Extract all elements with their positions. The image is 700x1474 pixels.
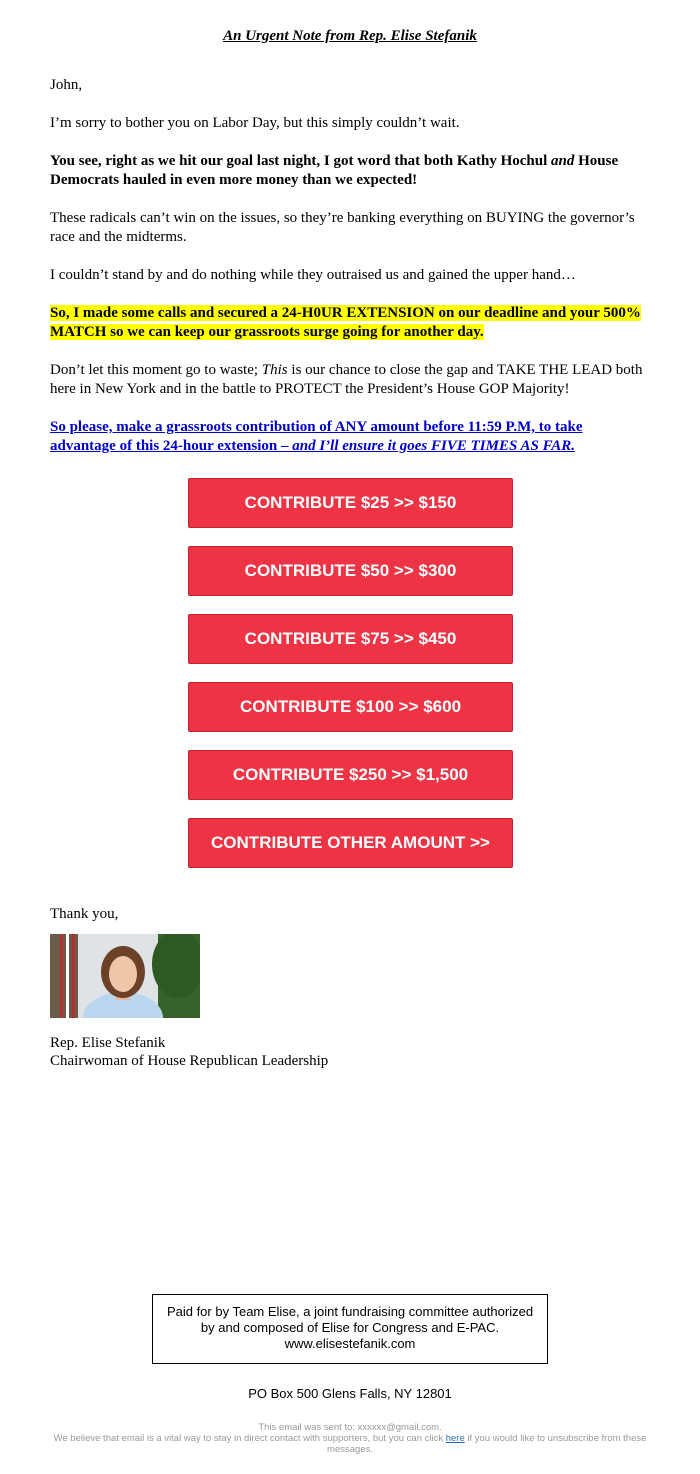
contribute-buttons (188, 478, 513, 886)
contribute-100-button[interactable]: CONTRIBUTE $100 >> $600 (188, 682, 513, 732)
unsubscribe-text-b: if you would like to unsubscribe from these messages. (327, 1433, 647, 1455)
paragraph-goal (50, 152, 650, 190)
unsubscribe-link[interactable]: here (445, 1433, 465, 1444)
paragraph-take-lead-emphasis: This (261, 362, 288, 378)
paid-for-disclaimer: Paid for by Team Elise, a joint fundraising committee authorized by and composed of Elise for Congress and E-PAC. www.elisestefanik.com (152, 1294, 548, 1364)
paragraph-take-lead-c: is our chance to close the gap and TAKE THE LEAD both here in New York and in the battle to PROTECT the President’s House GOP Majority! (50, 362, 643, 397)
paragraph-extension (50, 304, 650, 342)
contribute-250-button[interactable]: CONTRIBUTE $250 >> $1,500 (188, 750, 513, 800)
paragraph-goal-emphasis: and (551, 153, 575, 169)
contribution-link-text: So please, make a grassroots contribution of ANY amount before 11:59 P.M, to take advantage of this 24-hour extension – (50, 419, 583, 454)
greeting: John, (50, 77, 83, 93)
paragraph-goal-text-a: You see, right as we hit our goal last night, I got word that both Kathy Hochul (50, 153, 552, 169)
portrait-photo (50, 934, 200, 1018)
contribute-25-button[interactable]: CONTRIBUTE $25 >> $150 (188, 478, 513, 528)
unsubscribe-text-a: We believe that email is a vital way to stay in direct contact with supporters, but you can click (53, 1433, 446, 1444)
paragraph-outraised: I couldn’t stand by and do nothing while they outraised us and gained the upper hand… (50, 267, 576, 283)
paragraph-radicals: These radicals can’t win on the issues, so they’re banking everything on BUYING the governor’s race and the midterms. (50, 210, 635, 245)
contribute-other-button[interactable]: CONTRIBUTE OTHER AMOUNT >> (188, 818, 513, 868)
contribute-75-button[interactable]: CONTRIBUTE $75 >> $450 (188, 614, 513, 664)
highlighted-extension-text: So, I made some calls and secured a 24-H0UR EXTENSION on our deadline and your 500% MATCH so we can keep our grassroots surge going for another day. (50, 305, 641, 340)
contribute-50-button[interactable]: CONTRIBUTE $50 >> $300 (188, 546, 513, 596)
contribution-link-emphasis: and I’ll ensure it goes FIVE TIMES AS FAR. (292, 438, 575, 454)
signer-role: Chairwoman of House Republican Leadership (50, 1053, 329, 1069)
signer-name: Rep. Elise Stefanik (50, 1035, 166, 1051)
portrait-illustration (50, 934, 200, 1018)
paragraph-take-lead (50, 361, 650, 399)
letter-body (50, 76, 650, 475)
unsubscribe-notice (50, 1433, 650, 1455)
contribution-link[interactable] (50, 419, 583, 454)
paragraph-goal-text-c: House Democrats hauled in even more money than we expected! (50, 153, 619, 188)
email-title: An Urgent Note from Rep. Elise Stefanik (223, 28, 477, 44)
paragraph-apology: I’m sorry to bother you on Labor Day, but this simply couldn’t wait. (50, 115, 460, 131)
signature-block (50, 1034, 328, 1070)
mailing-address: PO Box 500 Glens Falls, NY 12801 (248, 1386, 452, 1401)
contribution-link-paragraph (50, 418, 650, 456)
paragraph-take-lead-a: Don’t let this moment go to waste; (50, 362, 262, 378)
email-footer (50, 1422, 650, 1455)
thank-you: Thank you, (50, 906, 119, 922)
sent-to-notice: This email was sent to: xxxxxx@gmail.com. (258, 1422, 442, 1433)
